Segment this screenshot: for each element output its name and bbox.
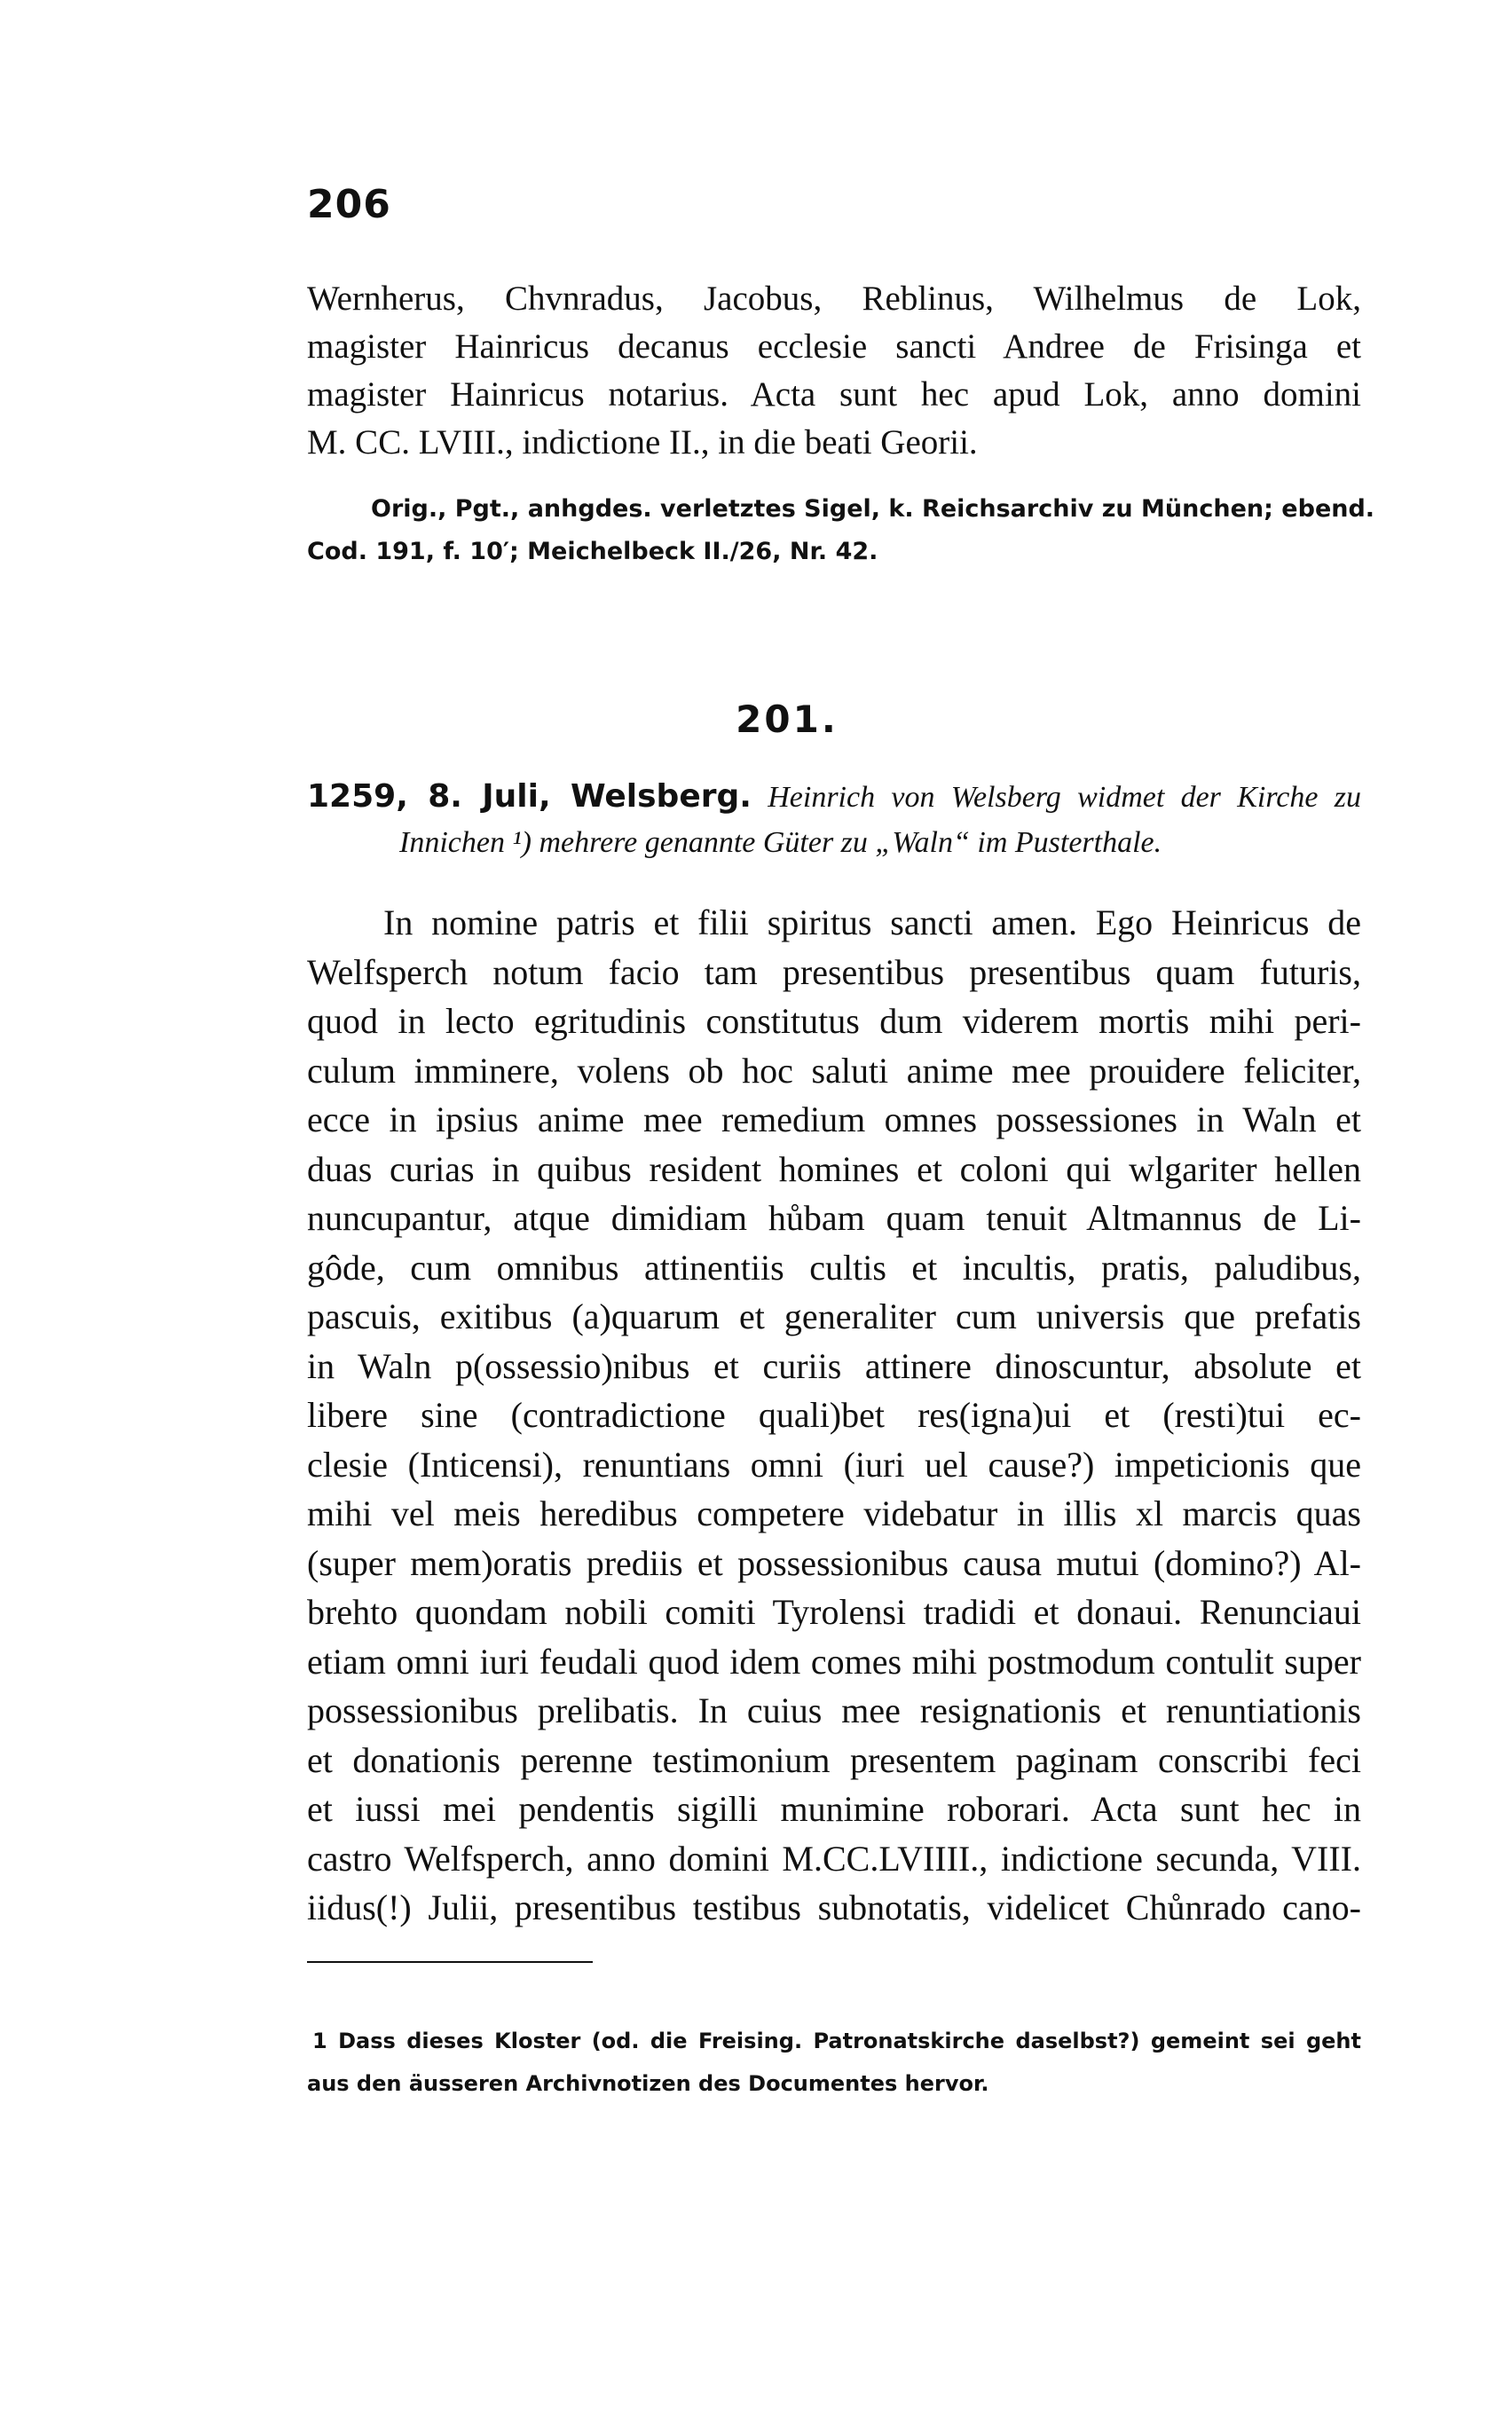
text-line: magister Hainricus decanus ecclesie sancti Andree de Frisinga et [307,327,1361,366]
body-line: mihi vel meis heredibus competere videbatur in illis xl marcis quas [307,1493,1361,1533]
document-body [307,898,1361,1933]
text-line: Wernherus, Chvnradus, Jacobus, Reblinus, Wilhelmus de Lok, [307,280,1361,318]
footnote-line: aus den äusseren Archivnotizen des Documentes hervor. [307,2071,989,2096]
body-line: nuncupantur, atque dimidiam hůbam quam tenuit Altmannus de Li- [307,1198,1361,1238]
source-note [307,488,1375,573]
heading-summary: Innichen ¹) mehrere genannte Güter zu „Waln“ im Pusterthale. [399,826,1162,859]
continuation-text [307,275,1361,467]
text-line: magister Hainricus notarius. Acta sunt hec apud Lok, anno domini [307,375,1361,414]
body-line: ecce in ipsius anime mee remedium omnes possessiones in Waln et [307,1099,1361,1139]
page-number: 206 [307,182,391,227]
body-line: possessionibus prelibatis. In cuius mee resignationis et renuntiationis [307,1690,1361,1730]
body-line: in Waln p(ossessio)nibus et curiis attinere dinoscuntur, absolute et [307,1345,1361,1386]
body-line: duas curias in quibus resident homines et coloni qui wlgariter hellen [307,1148,1361,1189]
body-line: libere sine (contradictione quali)bet res(igna)ui et (resti)tui ec- [307,1395,1361,1435]
body-line: clesie (Inticensi), renuntians omni (iuri uel cause?) impeticionis que [307,1444,1361,1485]
body-line: brehto quondam nobili comiti Tyrolensi tradidi et donaui. Renunciaui [307,1592,1361,1632]
body-line: et iussi mei pendentis sigilli munimine roborari. Acta sunt hec in [307,1789,1361,1829]
body-line: culum imminere, volens ob hoc saluti anime mee prouidere feliciter, [307,1050,1361,1091]
body-line: iidus(!) Julii, presentibus testibus subnotatis, videlicet Chůnrado cano- [307,1887,1361,1927]
footnote-divider [307,1961,593,1963]
body-line: etiam omni iuri feudali quod idem comes mihi postmodum contulit super [307,1641,1361,1682]
document-heading [307,774,1361,866]
body-line: et donationis perenne testimonium presentem paginam conscribi feci [307,1739,1361,1780]
source-line: Orig., Pgt., anhgdes. verletztes Sigel, k. Reichsarchiv zu München; ebend. [371,495,1375,523]
footnote-line: 1 Dass dieses Kloster (od. die Freising. Patronatskirche daselbst?) gemeint sei geht [312,2029,1361,2053]
body-line: quod in lecto egritudinis constitutus dum viderem mortis mihi peri- [307,1001,1361,1041]
body-line: castro Welfsperch, anno domini M.CC.LVIIII., indictione secunda, VIII. [307,1838,1361,1879]
body-line: Welfsperch notum facio tam presentibus presentibus quam futuris, [307,951,1361,992]
document-number: 201. [736,697,839,741]
heading-date: 1259, 8. Juli, Welsberg. [307,778,752,815]
body-line: pascuis, exitibus (a)quarum et generaliter cum universis que prefatis [307,1296,1361,1336]
heading-summary: Heinrich von Welsberg widmet der Kirche zu [768,781,1361,814]
source-line: Cod. 191, f. 10′; Meichelbeck II./26, Nr. 42. [307,538,878,565]
footnote [307,2020,1361,2105]
body-line: (super mem)oratis prediis et possessionibus causa mutui (domino?) Al- [307,1542,1361,1583]
text-line: M. CC. LVIII., indictione II., in die beati Georii. [307,423,978,461]
body-line: gôde, cum omnibus attinentiis cultis et incultis, pratis, paludibus, [307,1247,1361,1288]
body-line: In nomine patris et filii spiritus sancti amen. Ego Heinricus de [383,902,1361,942]
